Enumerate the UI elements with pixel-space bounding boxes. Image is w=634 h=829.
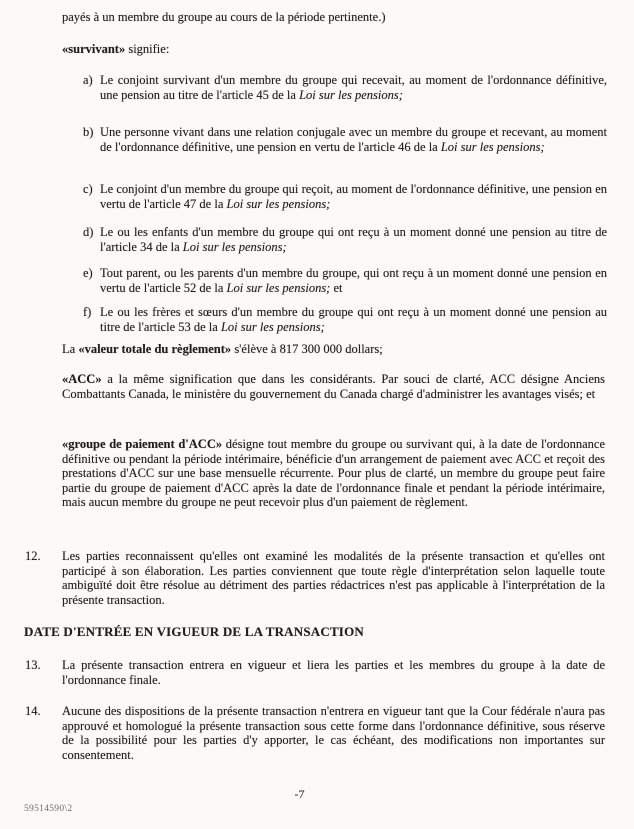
section-heading-date-entree: DATE D'ENTRÉE EN VIGUEUR DE LA TRANSACTION	[24, 624, 364, 639]
paragraph-valeur-totale	[62, 342, 605, 357]
law-title-italic: Loi sur les pensions;	[226, 196, 331, 211]
clause-number-13: 13.	[25, 658, 41, 672]
clause-13-text: La présente transaction entrera en vigueur et liera les parties et les membres du groupe à la date de l'ordonnance finale.	[62, 658, 605, 687]
paragraph-intro: payés à un membre du groupe au cours de la période pertinente.)	[62, 10, 386, 24]
clause-number-14: 14.	[25, 704, 41, 718]
text-segment: Le conjoint survivant d'un membre du groupe qui recevait, au moment de l'ordonnance définitive, une pension au titre de l'article 45 de la	[100, 73, 607, 102]
document-reference-number: 59514590\2	[24, 804, 73, 814]
list-item-d	[83, 225, 607, 254]
text-segment: Le conjoint d'un membre du groupe qui reçoit, au moment de l'ordonnance définitive, une pension en vertu de l'article 47 de la	[100, 182, 607, 211]
text-segment: a la même signification que dans les considérants. Par souci de clarté, ACC désigne Anciens Combattants Canada, le ministère du gouvernement du Canada chargé d'administrer les avantages visés; et	[62, 372, 605, 401]
text-segment: et	[330, 280, 343, 295]
paragraph-survivant-definition	[62, 42, 605, 57]
list-item-f-text	[100, 305, 607, 334]
list-marker-b: b)	[83, 125, 94, 139]
list-marker-e: e)	[83, 266, 93, 280]
list-marker-c: c)	[83, 182, 93, 196]
term-acc: «ACC»	[62, 372, 102, 386]
list-item-a-text	[100, 73, 607, 102]
clause-12	[25, 549, 605, 607]
list-item-b-text	[100, 125, 607, 154]
text-segment: s'élève à 817 300 000 dollars;	[231, 342, 383, 356]
list-item-c-text	[100, 182, 607, 211]
list-item-f	[83, 305, 607, 334]
term-survivant: «survivant»	[62, 42, 126, 56]
clause-14-text: Aucune des dispositions de la présente transaction n'entrera en vigueur tant que la Cour fédérale n'aura pas approuvé et homologué la présente transaction sous cette forme dans l'ordonnance définitive, sous réserve de la possibilité pour les parties d'y apporter, le cas échéant, des modifications non importantes sur consentement.	[62, 704, 605, 762]
text-segment: La	[62, 342, 79, 356]
law-title-italic: Loi sur les pensions;	[299, 87, 403, 102]
term-valeur-totale: «valeur totale du règlement»	[78, 342, 232, 356]
text-segment: Tout parent, ou les parents d'un membre du groupe, qui ont reçu à un moment donné une pension en vertu de l'article 52 de la	[100, 266, 607, 295]
list-item-c	[83, 182, 607, 211]
list-item-e	[83, 266, 607, 295]
term-groupe-paiement-acc: «groupe de paiement d'ACC»	[62, 437, 223, 451]
clause-14	[25, 704, 605, 762]
law-title-italic: Loi sur les pensions;	[182, 239, 287, 254]
law-title-italic: Loi sur les pensions;	[220, 319, 325, 334]
clause-12-text: Les parties reconnaissent qu'elles ont examiné les modalités de la présente transaction et qu'elles ont participé à son élaboration. Les parties conviennent que toute règle d'interprétation selon laquelle toute ambiguïté doit être résolue au détriment des parties rédactrices n'est pas applicable à l'interprétation de la présente transaction.	[62, 549, 605, 607]
law-title-italic: Loi sur les pensions;	[226, 280, 331, 295]
list-item-b	[83, 125, 607, 154]
survivant-rest: signifie:	[125, 42, 170, 56]
list-marker-a: a)	[83, 73, 93, 87]
clause-number-12: 12.	[25, 549, 41, 563]
text-segment: désigne tout membre du groupe ou survivant qui, à la date de l'ordonnance définitive ou pendant la période intérimaire, bénéficie d'un arrangement de paiement avec ACC et reçoit des prestations d'ACC sur une base mensuelle récurrente. Pour plus de clarté, un membre du groupe peut faire partie du groupe de paiement d'ACC après la date de l'ordonnance finale et pendant la période intérimaire, mais aucun membre du groupe ne peut recevoir plus d'un paiement de règlement.	[62, 437, 605, 509]
list-item-a	[83, 73, 607, 102]
list-marker-d: d)	[83, 225, 94, 239]
law-title-italic: Loi sur les pensions;	[440, 139, 545, 154]
list-item-d-text	[100, 225, 607, 254]
list-marker-f: f)	[83, 305, 92, 319]
page-number: -7	[294, 787, 305, 801]
text-segment: Le ou les frères et sœurs d'un membre du groupe qui ont reçu à un moment donné une pension au titre de l'article 53 de la	[100, 305, 607, 334]
paragraph-acc-definition	[62, 372, 605, 401]
text-segment: Le ou les enfants d'un membre du groupe qui ont reçu à un moment donné une pension au titre de l'article 34 de la	[100, 225, 607, 254]
clause-13	[25, 658, 605, 687]
text-segment: Une personne vivant dans une relation conjugale avec un membre du groupe et recevant, au moment de l'ordonnance définitive, une pension en vertu de l'article 46 de la	[100, 125, 607, 154]
list-item-e-text	[100, 266, 607, 295]
paragraph-groupe-paiement-definition	[62, 437, 605, 510]
